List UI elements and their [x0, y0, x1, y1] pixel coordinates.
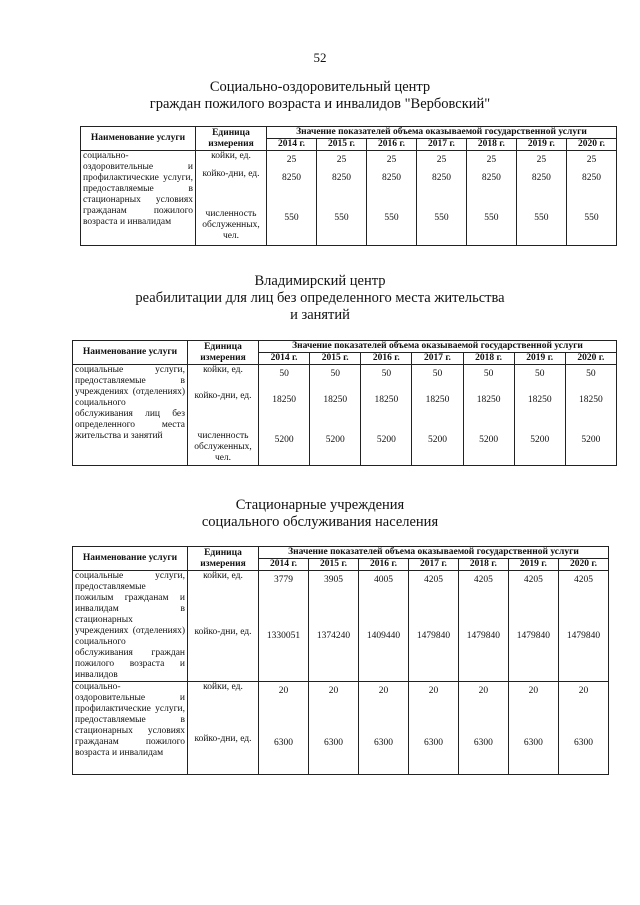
value: 25 — [436, 155, 447, 165]
value: 6300 — [523, 738, 543, 748]
year-header: 2020 г. — [566, 139, 616, 151]
value: 4005 — [373, 575, 393, 585]
year-header: 2018 г. — [458, 559, 508, 571]
unit-label: койко-дни, ед. — [194, 627, 252, 637]
unit-label: койки, ед. — [211, 151, 251, 161]
value: 1374240 — [316, 631, 351, 641]
value: 6300 — [473, 738, 493, 748]
value: 20 — [278, 686, 289, 696]
unit-label: койки, ед. — [203, 571, 243, 581]
value: 5200 — [274, 435, 294, 445]
value-cell — [558, 571, 608, 682]
value-cell — [516, 151, 566, 246]
value: 4205 — [523, 575, 543, 585]
service-name: социальные услуги, предоставляемые в учреждениях (отделениях) социального обслуживания лиц без определенного места жительства и занятий — [73, 365, 188, 466]
value-cell — [566, 151, 616, 246]
unit-label: койко-дни, ед. — [202, 169, 260, 179]
value: 20 — [528, 686, 539, 696]
year-header: 2014 г. — [259, 353, 310, 365]
value-cell — [565, 365, 616, 466]
section-title-line: Стационарные учреждения — [235, 497, 405, 513]
value: 8250 — [281, 173, 301, 183]
value: 50 — [586, 369, 596, 379]
header-values: Значение показателей объема оказываемой государственной услуги — [259, 547, 609, 559]
service-table — [80, 126, 617, 246]
year-header: 2016 г. — [358, 559, 408, 571]
value-cell — [463, 365, 514, 466]
table-header-row — [73, 547, 609, 559]
section-title-line: Владимирский центр — [254, 273, 386, 289]
value: 6300 — [373, 738, 393, 748]
value: 8250 — [431, 173, 451, 183]
unit-cell — [188, 571, 259, 682]
section-title — [0, 79, 640, 113]
value: 550 — [284, 213, 299, 223]
value: 550 — [484, 213, 499, 223]
value: 50 — [279, 369, 289, 379]
value: 18250 — [476, 395, 501, 405]
header-unit: Единица измерения — [196, 127, 267, 151]
service-name: социально-оздоровительные и профилактические услуги, предоставляемые в стационарных условиях гражданам пожилого возраста и инвалидам — [73, 682, 188, 775]
value: 18250 — [323, 395, 348, 405]
year-header: 2015 г. — [310, 353, 361, 365]
value-cell — [416, 151, 466, 246]
value-cell — [466, 151, 516, 246]
header-unit: Единица измерения — [188, 547, 259, 571]
value: 5200 — [479, 435, 499, 445]
service-table — [72, 340, 617, 466]
section-title — [0, 273, 640, 324]
value: 1479840 — [416, 631, 451, 641]
table-row — [73, 682, 609, 775]
value: 8250 — [331, 173, 351, 183]
value: 50 — [330, 369, 340, 379]
value: 1409440 — [366, 631, 401, 641]
value: 1479840 — [516, 631, 551, 641]
value: 18250 — [425, 395, 450, 405]
value: 550 — [334, 213, 349, 223]
year-header: 2014 г. — [267, 139, 317, 151]
unit-label: численность обслуженных, чел. — [202, 209, 260, 241]
header-service: Наименование услуги — [73, 547, 188, 571]
value: 3779 — [273, 575, 293, 585]
year-header: 2017 г. — [408, 559, 458, 571]
value-cell — [412, 365, 463, 466]
value: 50 — [483, 369, 494, 379]
year-header: 2018 г. — [466, 139, 516, 151]
table-header-row — [81, 127, 617, 139]
value: 25 — [386, 155, 397, 165]
value: 6300 — [323, 738, 343, 748]
value: 6300 — [423, 738, 443, 748]
table-row — [73, 365, 617, 466]
table-row — [81, 151, 617, 246]
service-name: социально-оздоровительные и профилактические услуги, предоставляемые в стационарных условиях гражданам пожилого возраста и инвалидам — [81, 151, 196, 246]
value: 5200 — [376, 435, 396, 445]
value: 6300 — [573, 738, 593, 748]
value: 550 — [534, 213, 549, 223]
header-service: Наименование услуги — [81, 127, 196, 151]
value: 3905 — [323, 575, 343, 585]
value-cell — [358, 682, 408, 775]
value-cell — [408, 571, 458, 682]
header-unit: Единица измерения — [188, 341, 259, 365]
header-service: Наименование услуги — [73, 341, 188, 365]
value-cell — [458, 682, 508, 775]
unit-label: койко-дни, ед. — [194, 391, 252, 401]
value: 6300 — [273, 738, 293, 748]
unit-label: койки, ед. — [203, 365, 243, 375]
section-title-line: реабилитации для лиц без определенного места жительства — [135, 290, 505, 306]
value-cell — [508, 571, 558, 682]
value-cell — [358, 571, 408, 682]
value-cell — [508, 682, 558, 775]
value: 8250 — [581, 173, 601, 183]
value-cell — [458, 571, 508, 682]
year-header: 2020 г. — [558, 559, 608, 571]
value-cell — [316, 151, 366, 246]
value: 25 — [536, 155, 547, 165]
year-header: 2016 г. — [366, 139, 416, 151]
value: 1330051 — [266, 631, 301, 641]
year-header: 2015 г. — [316, 139, 366, 151]
value: 4205 — [573, 575, 593, 585]
value: 18250 — [579, 395, 603, 405]
year-header: 2017 г. — [416, 139, 466, 151]
service-name: социальные услуги, предоставляемые пожилым гражданам и инвалидам в стационарных учреждениях (отделениях) социального обслуживания граждан пожилого возраста и инвалидов — [73, 571, 188, 682]
value-cell — [308, 571, 358, 682]
value: 5200 — [427, 435, 447, 445]
value: 20 — [428, 686, 439, 696]
value: 18250 — [374, 395, 399, 405]
value: 550 — [434, 213, 449, 223]
unit-label: койко-дни, ед. — [194, 734, 252, 744]
value: 550 — [384, 213, 399, 223]
year-header: 2019 г. — [516, 139, 566, 151]
value-cell — [259, 682, 309, 775]
value-cell — [408, 682, 458, 775]
value: 25 — [336, 155, 347, 165]
value: 1479840 — [466, 631, 501, 641]
value-cell — [361, 365, 412, 466]
value: 5200 — [325, 435, 345, 445]
value: 4205 — [423, 575, 443, 585]
value: 550 — [584, 213, 599, 223]
year-header: 2014 г. — [259, 559, 309, 571]
unit-label: численность обслуженных, чел. — [194, 431, 252, 463]
unit-label: койки, ед. — [203, 682, 243, 692]
value-cell — [558, 682, 608, 775]
value: 20 — [478, 686, 489, 696]
table-row — [73, 571, 609, 682]
value-cell — [310, 365, 361, 466]
value: 5200 — [530, 435, 550, 445]
value: 8250 — [381, 173, 401, 183]
value: 20 — [328, 686, 339, 696]
section-title-line: социального обслуживания населения — [201, 514, 439, 530]
page-number: 52 — [313, 50, 327, 65]
year-header: 2019 г. — [514, 353, 565, 365]
value: 50 — [432, 369, 443, 379]
header-values: Значение показателей объема оказываемой государственной услуги — [267, 127, 617, 139]
value: 8250 — [531, 173, 551, 183]
unit-cell — [196, 151, 267, 246]
section-title-line: и занятий — [290, 307, 350, 323]
value: 4205 — [473, 575, 493, 585]
value: 18250 — [272, 395, 296, 405]
service-table — [72, 546, 609, 775]
value: 18250 — [527, 395, 552, 405]
unit-cell — [188, 365, 259, 466]
value: 25 — [486, 155, 497, 165]
value: 20 — [378, 686, 389, 696]
year-header: 2017 г. — [412, 353, 463, 365]
value: 50 — [534, 369, 545, 379]
table-header-row — [73, 341, 617, 353]
value-cell — [514, 365, 565, 466]
value: 5200 — [581, 435, 601, 445]
value: 50 — [381, 369, 392, 379]
value: 1479840 — [566, 631, 601, 641]
section-title-line: Социально-оздоровительный центр — [209, 79, 431, 95]
value-cell — [259, 571, 309, 682]
year-header: 2020 г. — [565, 353, 616, 365]
value-cell — [267, 151, 317, 246]
year-header: 2016 г. — [361, 353, 412, 365]
section-title — [0, 497, 640, 531]
value: 8250 — [481, 173, 501, 183]
value: 25 — [586, 155, 597, 165]
year-header: 2019 г. — [508, 559, 558, 571]
value: 25 — [286, 155, 297, 165]
header-values: Значение показателей объема оказываемой государственной услуги — [259, 341, 617, 353]
value-cell — [308, 682, 358, 775]
year-header: 2015 г. — [308, 559, 358, 571]
value: 20 — [578, 686, 589, 696]
year-header: 2018 г. — [463, 353, 514, 365]
section-title-line: граждан пожилого возраста и инвалидов "Вербовский" — [149, 96, 491, 112]
value-cell — [366, 151, 416, 246]
value-cell — [259, 365, 310, 466]
unit-cell — [188, 682, 259, 775]
